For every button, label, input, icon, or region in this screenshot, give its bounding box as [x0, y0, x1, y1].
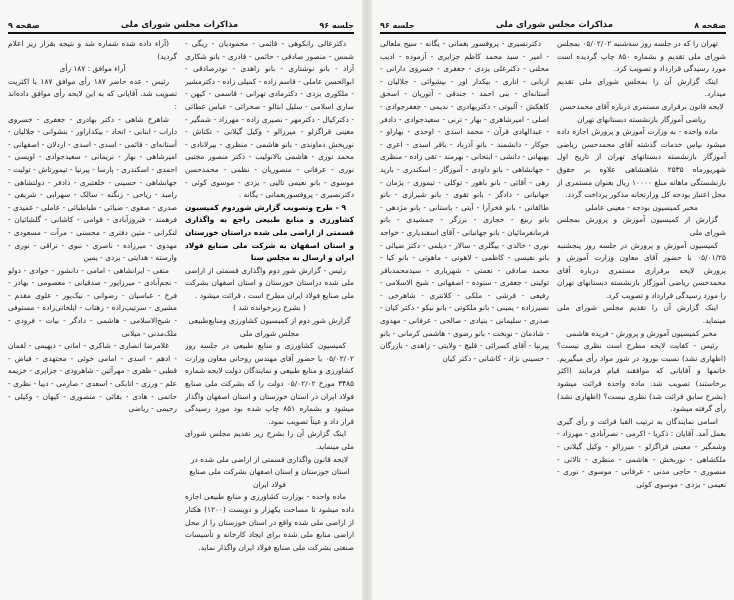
left-page-columns [8, 38, 354, 596]
left-page-header [8, 16, 354, 30]
paragraph: ماده واحده - بوزارت کشاورزی و منابع طبیعی اجازه داده میشود تا مساحت یکهزار و دویست (۱۲۰۰) هکتار از اراضی ملی شده واقع در استان خوزستان را از محل اراضی منابع ملی شده برای ایجاد کارخانه و تأسیسات صنعتی بشرکت ملی صنایع فولاد ایران واگذار نماید. [185, 492, 354, 552]
centered-heading: گزارش شور دوم از کمیسیون کشاورزی ومنابع‌طبیعی مجلس شورای ملی [188, 316, 351, 338]
session-number: جلسه ۹۶ [319, 21, 354, 30]
column-left [380, 38, 549, 596]
centered-heading: مخبر کمیسیون بودجه - معینی عاملی [585, 202, 698, 212]
paragraph: منفی - ایرانشاهی - امامی - دانشور - جوادی - دولو - نجم‌آبادی - میرزاپور - صدقیانی - معصومی - بهادر - فرخ - عباسیان - رضوانی - نیک‌پور - علوی مقدم - مشیری - سرتیپ‌زاده - زهتاب - ایلخانی‌زاده - مستوفی - شیخ‌الاسلامی - هاشمی - دادگر - بیات - فرودی - ملک‌مدنی - میلانی [8, 265, 177, 338]
column-left [8, 38, 177, 596]
paragraph: رئیس - گزارش شور دوم واگذاری قسمتی از اراضی ملی شده دراستان خوزستان و استان اصفهان بشرکت ملی صنایع فولاد ایران مطرح است ، قرائت میشود . [185, 265, 354, 300]
centered-heading: ( بشرح زیرخوانده شد ) [233, 303, 306, 313]
paragraph: تهران را که در جلسه روز سه‌شنبه ۰۵/۰۲/۰۲ بمجلس شورای ملی تقدیم و بشماره ۸۵۰ چاپ گردیده است مورد رسیدگی قرارداد و تصویب کرد. [557, 39, 726, 74]
column-right [557, 38, 726, 596]
centered-heading: مخبر کمیسیون آموزش و پرورش - فریده هاشمی [566, 328, 717, 338]
paragraph: غلامرضا انصاری - شاکری - امانی - دیهیمی - لقمان - ادهم - اسدی - امامی خوئی - مجتهدی - فیاض - قطبی - ظفری - مهرآئین - شاهرودی - جزایری - خزیمه علم - ورزی - اتابکی - اسعدی - صارمی - دیبا - نظری - حاتمی - هادی - بقائی - منصوری - کیهان - وکیلی - رحیمی - ریاضی [8, 341, 177, 414]
book-gutter [362, 0, 372, 600]
paragraph: اینک گزارش آن را بشرح زیر تقدیم مجلس شورای ملی مینماید. [185, 429, 354, 451]
paragraph: اینک گزارش آن را بمجلس شورای ملی تقدیم میدارد. [557, 76, 726, 99]
page-number: صفحه ۸ [694, 21, 726, 30]
paragraph: رئیس - عده حاضر ۱۸۷ رأی موافق ۱۸۷ با اکثریت تصویب شد. آقایانی که به این لایحه رأی موافق داده‌اند : [8, 76, 177, 111]
left-page [0, 0, 362, 600]
centered-heading: لایحه قانون واگذاری قسمتی از اراضی ملی شده در استان خوزستان و استان اصفهان بشرکت ملی صنایع فولاد ایران [189, 454, 350, 489]
paragraph: دکترعالی رانکوهی - قائمی - محمودیان - ریگی - شمس - منصور صادقی - حائمی - قادری - بانو شکاری آزاد - بانو نوشتاری - بانو زاهدی - نودرصادقی - ابوالحسن عاملی - قاسم زاده - کمیلی زاده - دکترمشیر - ملکوری یزدی - دکترمادی تهرانی - قاسمی - کیهن - ساری اسلامی - سلیل ابتالو - صحرائی - عباس عطائی - دکترکیال - دکترمهر - نصیری زاده - مهرزاد - شمگیر - معینی قراگزلو - میرزالو - وکیل گیلانی - تکتاش - نوریخش دماوندی - بانو هاشمی - منظری - بیرلانادی - محمد نوری - هاشمی بالانولیب - دکتر منصور مجتبی‌ نوری - عرفانی - منصوریان - نظمی - محمدحسن موسوی - بانو نعیمی تالیی - یزدی - موسوی کوئی - دکترنصیری - پروفسوربعمانی - یگانه . [185, 39, 354, 200]
running-title: مذاکرات مجلس شورای ملی [495, 20, 613, 30]
paragraph: گزارش از کمیسیون آموزش و پرورش بمجلس شورای ملی [557, 215, 726, 237]
paragraph: کمیسیون کشاورزی و منابع طبیعی در جلسه روز ۰۵/۰۲/۰۲ با حضور آقای مهندس روحانی معاون وزارت کشاورزی و منابع طبیعی و نمایندگان دولت لایحه شماره ۳۴۸۵ مورخ ۰۵/۰۲/۰۲ دولت را که بشرکت ملی صنایع فولاد ایران در استان خوزستان و استان اصفهان واگذار میشود و بشماره ۸۵۱ چاپ شده بود مورد رسیدگی قرار داد و عیناً تصویب نمود. [185, 341, 354, 426]
right-page-columns [380, 38, 726, 596]
section-heading: ۹ - طرح وتصویب گزارش شوردوم کمیسیون کشاورزی و منابع طبیعی راجع به واگذاری قسمتی از اراضی ملی شده دراستان خوزستان و استان اصفهان به شرکت ملی صنایع فولاد ایران و ارسال به مجلس سنا [185, 202, 354, 263]
paragraph: اینک گزارش آن را تقدیم مجلس شورای ملی مینماید. [557, 303, 726, 326]
right-page-header [380, 16, 726, 30]
header-rule [8, 32, 354, 34]
centered-heading: لایحه قانون برقراری مستمری درباره آقای محمدحسن ریاضی آموزگار بازنشسته دبستانهای تهران [559, 101, 724, 124]
paragraph: شاهرخ شاهی - دکتر بهادری - جعفری - خسروی داراب - ابنابی - اتحاد - بیکداراور - بنشوانی - جلالیان - آستانه‌ای - قائمی - اسدی - اسدی - اردلان - اصفهانی - امیرشاهی - بهار - نریمانی - سعیدجوادی - اویسی - احمدی - اسکندری - پارسا - پیرنیا - تیمورتاش - تولیت - جهانشاهی - حسینی - خلعتبری - دادفر - دولتشاهی - رامبد - ریاحی - زنگنه - سالک - سهرابی - شریفی - صدری - صفوی - ضیائی - طباطبائی - عاملی - عمیدی - فرهمند - فیروزآبادی - قوامی - کاشانی - گلشائیان - لنکرانی - متین دفتری - محسنی - مرآت - مسعودی - مهدوی - میرزاده - ناصری - نبوی - نراقی - نوری - وارسته - هدایتی - یزدی - یمین [8, 114, 177, 263]
paragraph: اسامی نمایندگان به ترتیب الفبا قرائت و رأی گیری بعمل آمد. آقایان : ذکریا - اکرمی - نصرآبادی - مهرزاد - وشمگیر - معینی قراگزلو - میرزالو - وکیل گیلانی - ملکشاهی - نوربخش - هاشمی - منظری - تالانی - منصوری - حاجی مدنی - عرفانی - موسوی - نوری - نعیمی - یزدی - موسوی کوئی [557, 416, 726, 489]
paragraph: ماده واحده - به وزارت آموزش و پرورش اجازه داده میشود بپاس خدمات گذشته آقای محمدحسن ریاضی آموزگار بازنشسته دبستانهای تهران از تاریخ اول شهریورماه ۲۵۳۵ شاهنشاهی علاوه بر حقوق بازنشستگی ماهانه مبلغ ۱۰۰۰۰ ریال بعنوان مستمری از محل اعتبار بودجه کل وزارتخانه مذکور پرداخت گردد. [557, 127, 726, 200]
column-right [185, 38, 354, 596]
right-page [372, 0, 734, 600]
paragraph: دکترنصیری - پروفسور بغمانی - یگانه - سیح ملعالی - امیر - سید محمد کاظم جزایری - آزموده - ادیب محلتی - دکترعلی یزدی - جعفری - خسروی دارانی - اربابی - اناری - بیکدار اور - بیشوائی - جلالیان - آستانه‌ای - بنی احمد - جندقی - آتورپان - اسحق کاهکش - آلبوتی - دکتربهادری - ندیمی - جعفرجوادی - اصلی - امیرشاهری - بهار - ترنی - سعیدجوادی - دادفر - عبدالهادی قرآن - محمد اسدی - اوحدی - بهاراو - جوکار - دانشمند - بانو آذرباد - باقر اسدی - اعری - بهبهانی - دانشی - ابتحانی - بهرمند - تقی زاده - منظری - جهانشاهی - بانو داودی - آموزگار - اسکندری - بارید زهی - آقائی - بانو باهور - توکلی - تیموری - پژمان - جهانبانی - دادگر - بانو تقوی - بانو شیرازی - بانو طالقانی - بانو فخرآرا - آیتی - باستانی - بانو مژدهی - بانو ربیع - حجازی - برزگر - جمشیدی - بانو فرمانفرمائیان - بانو جهانبانی - آقای اسفندیاری - خواجه نوری - خالدی - بیگلری - سالار - دیلمی - دکتر ضیائی - بانو نفیسی - کاظمی - لاهوتی - ماهوتی - بانو کیا - محمد صادقی - نعمتی - شهریاری - سیدمحمدباقر تولیتی - جعفری - ستوده - اصفهانی - شیخ الاسلامی - رفیعی - قرشی - ملکی - کلانتری - شاهرخی - نصیرزاده - یمینی - بانو ملکوتی - بانو نیکو - دکتر کیان - صدری - سلیمانی - بنیادی - صالحی - عرفانی - مهدوی - شادمان - نوبخت - بانو رضوی - هاشمی کرمانی - بانو پیرنیا - آقای کسرائی - قلیچ - ولایتی - زاهدی - بازرگان - حسینی نژاد - کاشانی - دکتر کیان [380, 39, 549, 363]
centered-heading: آراء موافق : ۱۸۷ رأی [59, 64, 126, 74]
page-number: صفحه ۹ [8, 21, 40, 30]
paragraph: (آراء داده شده شماره شد و نتیجه بقرار زیر اعلام گردید) [8, 39, 177, 61]
header-rule [380, 32, 726, 34]
paragraph: کمیسیون آموزش و پرورش در جلسه روز پنجشنبه ۰۵/۰۱/۲۵ با حضور آقای معاون وزارت آموزش و پرورش لایحه برقراری مستمری درباره آقای محمدحسن ریاضی آموزگار بازنشسته دبستانهای تهران را مورد رسیدگی قرارداد و تصویب کرد. [557, 240, 726, 300]
session-number: جلسه ۹۶ [380, 21, 415, 30]
paragraph: رئیس - کفایت لایحه مطرح است نظری نیست؟ (اظهاری نشد) نسبت بورود در شور مواد رأی میگیریم. خانمها و آقایانی که موافقند قیام فرمایند (اکثر برخاستند) تصویب شد. ماده واحده قرائت میشود (بشرح سابق قرائت شد) نظری نیست؟ (اظهاری نشد) رأی گرفته میشود. [557, 341, 726, 414]
running-title: مذاکرات مجلس شورای ملی [121, 20, 239, 30]
